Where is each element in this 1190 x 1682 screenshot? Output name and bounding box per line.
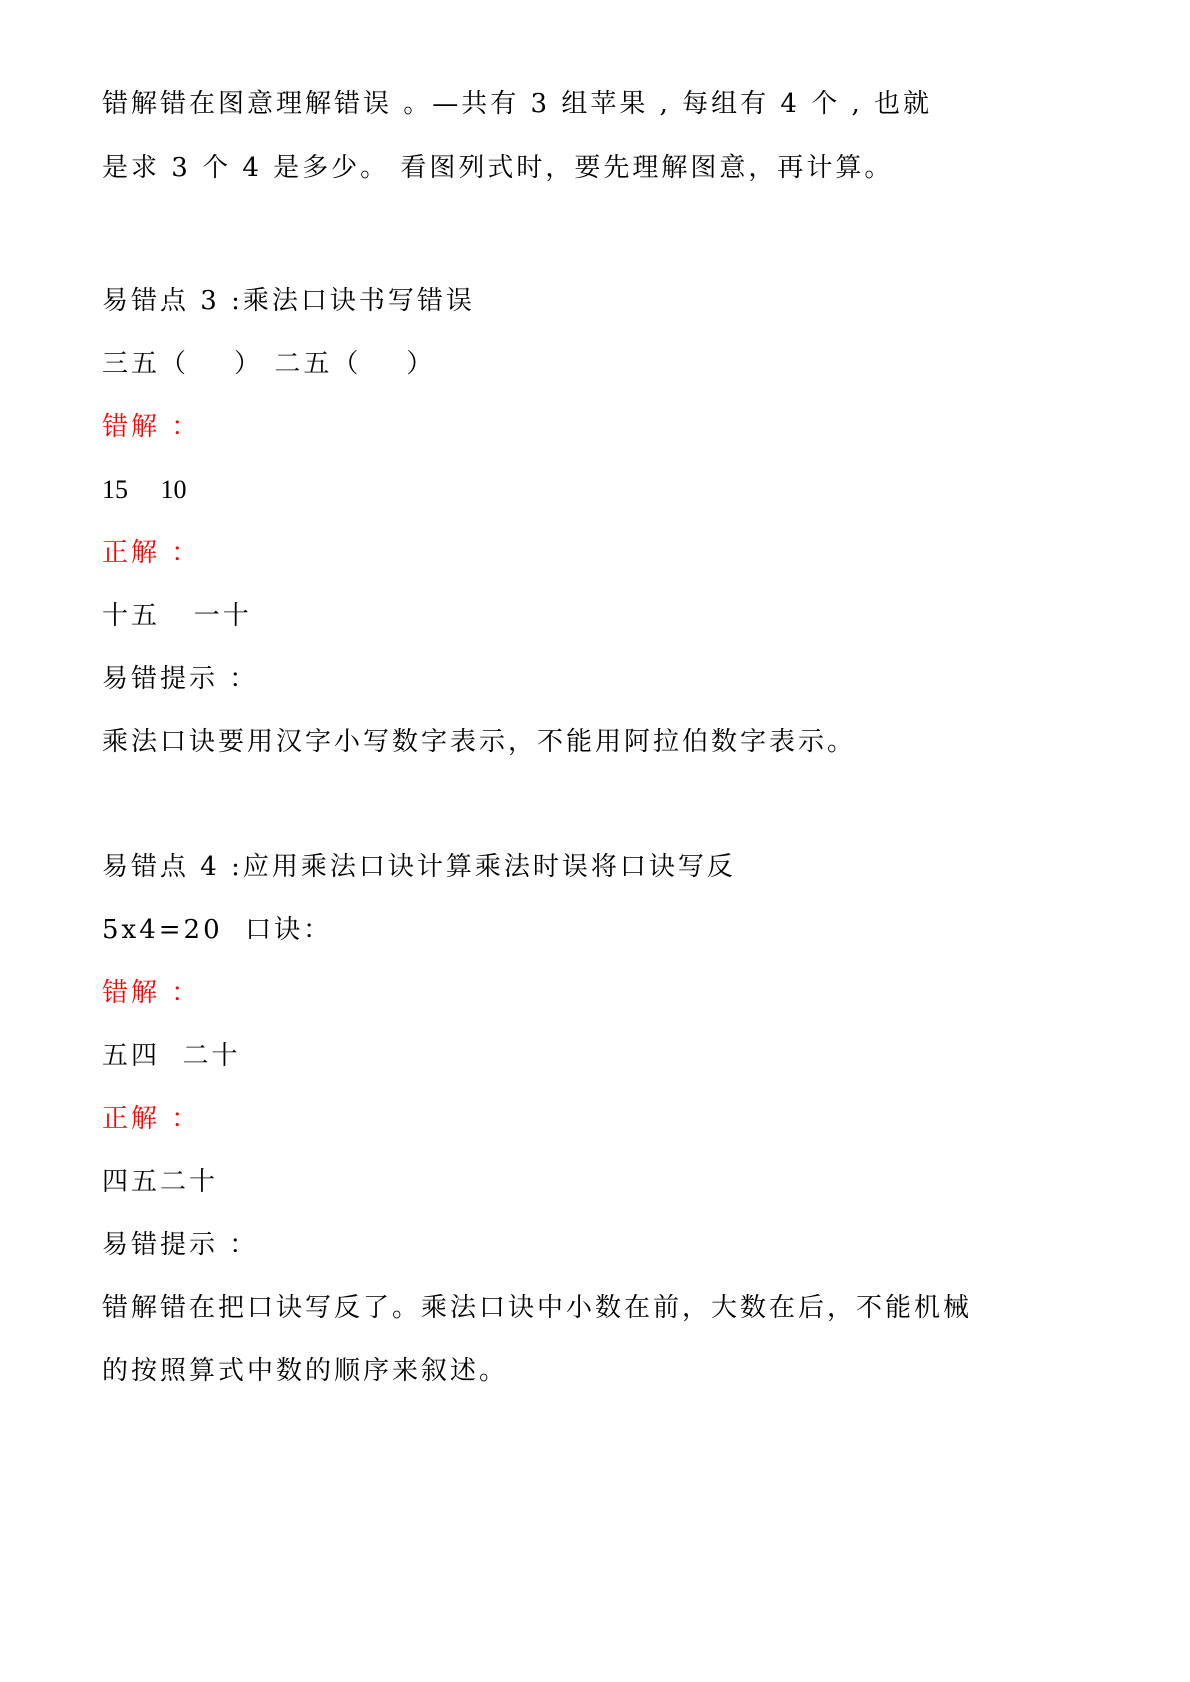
tip-text: 乘法口诀要用汉字小写数字表示，不能用阿拉伯数字表示。 — [102, 727, 857, 757]
correct-answer-value: 十五 一十 — [102, 601, 252, 631]
wrong-answer-label: 错解 ： — [102, 412, 201, 442]
wrong-answer-value-2: 五四 二十 — [102, 1041, 241, 1071]
explanation-line-2: 是求 3 个 4 是多少。 看图列式时，要先理解图意，再计算。 — [102, 153, 894, 183]
tip-text-2-line-1: 错解错在把口诀写反了。乘法口诀中小数在前，大数在后，不能机械 — [102, 1293, 973, 1323]
tip-label-2: 易错提示 ： — [102, 1230, 259, 1260]
correct-answer-label: 正解 ： — [102, 538, 201, 568]
wrong-answer-label-2: 错解 ： — [102, 978, 201, 1008]
tip-text-2-line-2: 的按照算式中数的顺序来叙述。 — [102, 1356, 509, 1386]
wrong-answer-value: 15 10 — [102, 475, 187, 504]
question-line: 三五（ ） 二五（ ） — [102, 349, 436, 379]
correct-answer-label-2: 正解 ： — [102, 1104, 201, 1134]
section-heading-3: 易错点 3 :乘法口诀书写错误 — [102, 286, 475, 316]
correct-answer-value-2: 四五二十 — [102, 1167, 219, 1197]
formula-line: 5x4=20 口诀： — [102, 915, 333, 945]
section-heading-4: 易错点 4 :应用乘法口诀计算乘法时误将口诀写反 — [102, 852, 736, 882]
tip-label: 易错提示 ： — [102, 664, 259, 694]
explanation-line-1: 错解错在图意理解错误 。—共有 3 组苹果 , 每组有 4 个 , 也就 — [102, 89, 932, 119]
